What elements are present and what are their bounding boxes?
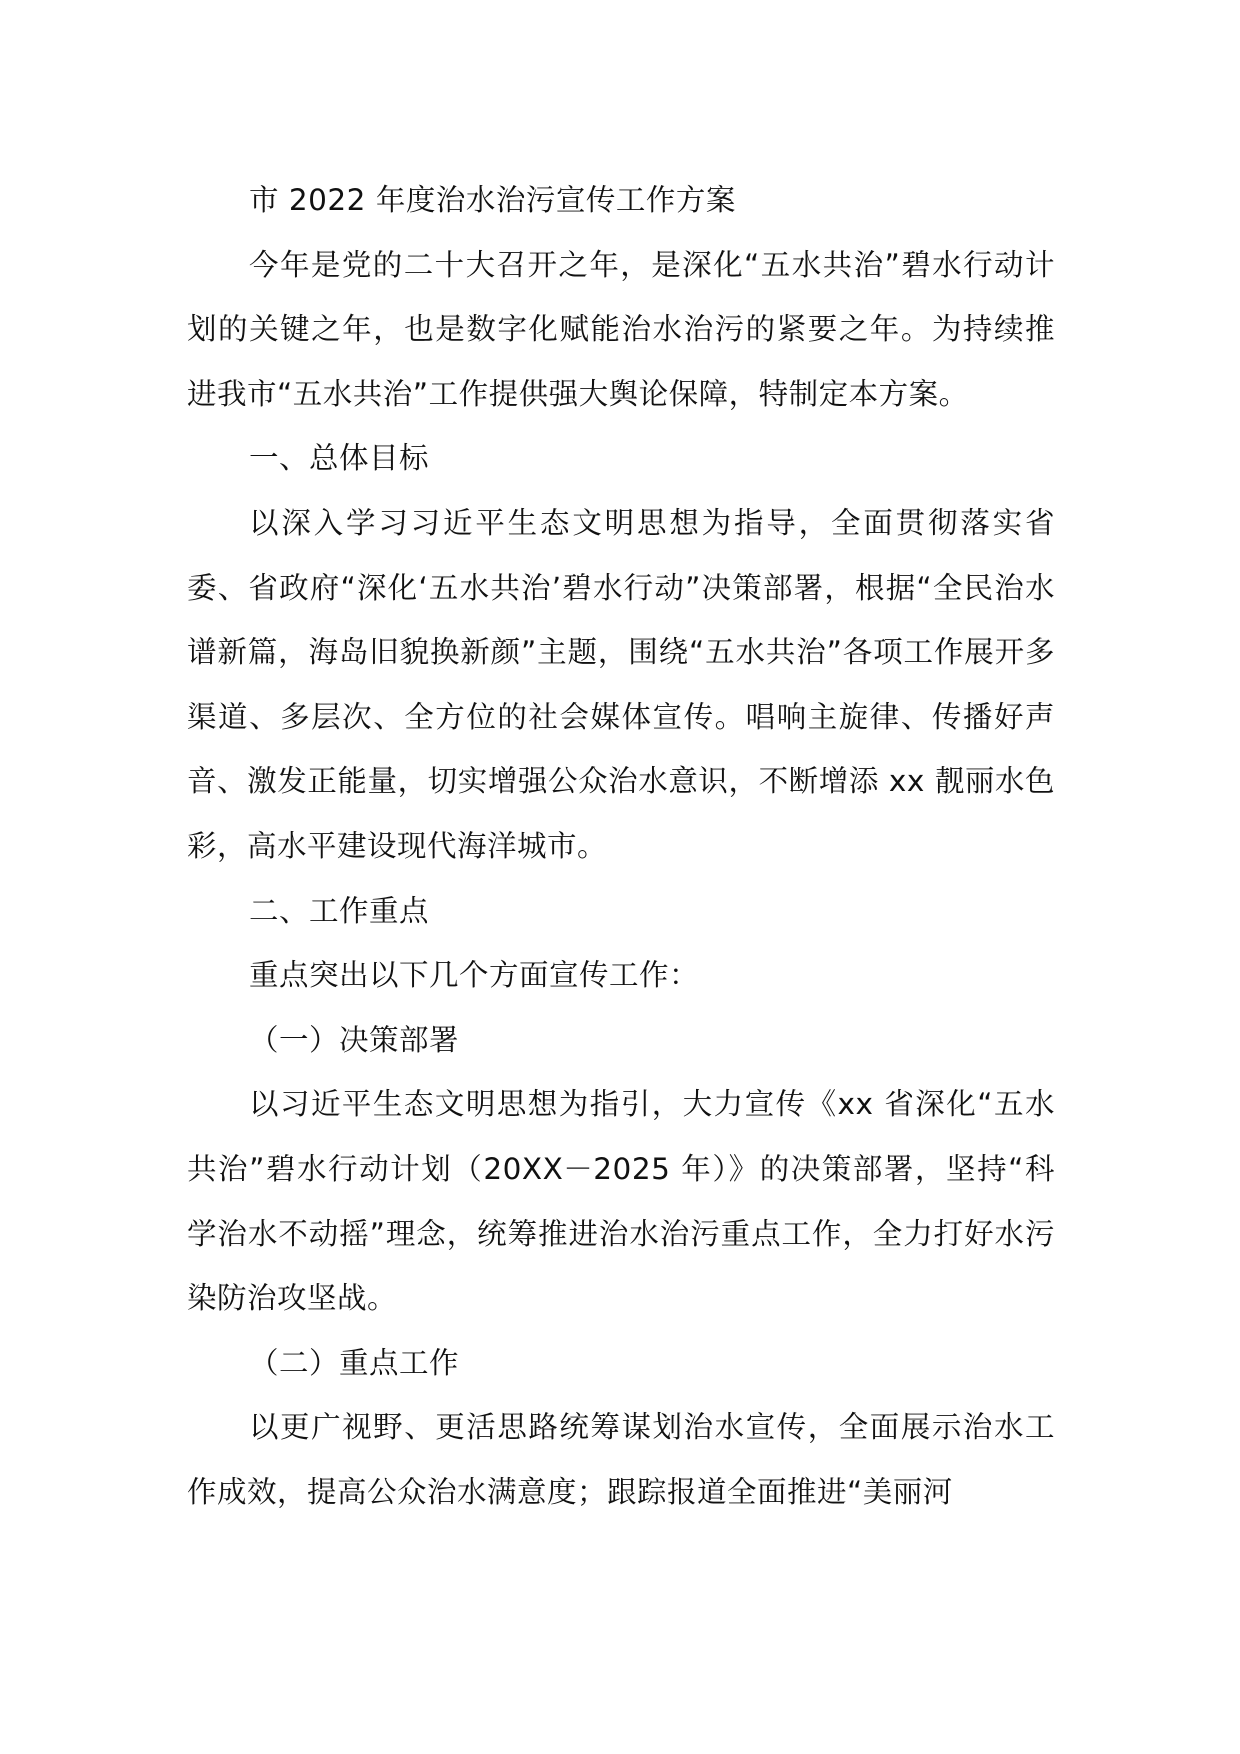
subsection-heading-key-work: （二）重点工作 [249, 1345, 460, 1380]
intro-paragraph: 今年是党的二十大召开之年，是深化“五水共治”碧水行动计划的关键之年，也是数字化赋能治水治污的紧要之年。为持续推进我市“五水共治”工作提供强大舆论保障，特制定本方案。 [187, 247, 1055, 411]
document-title: 市 2022 年度治水治污宣传工作方案 [249, 183, 736, 217]
document-page [187, 168, 1055, 1524]
decisions-paragraph: 以习近平生态文明思想为指引，大力宣传《xx 省深化“五水共治”碧水行动计划（20XX－2025 年）》的决策部署，坚持“科学治水不动摇”理念，统筹推进治水治污重点工作，全力打好水污染防治攻坚战。 [187, 1087, 1055, 1316]
section-heading-work-focus: 二、工作重点 [249, 893, 430, 928]
subsection-heading-decisions: （一）决策部署 [249, 1022, 460, 1057]
overall-goal-paragraph: 以深入学习习近平生态文明思想为指导，全面贯彻落实省委、省政府“深化‘五水共治’碧水行动”决策部署，根据“全民治水谱新篇，海岛旧貌换新颜”主题，围绕“五水共治”各项工作展开多渠道、多层次、全方位的社会媒体宣传。唱响主旋律、传播好声音、激发正能量，切实增强公众治水意识，不断增添 xx 靓丽水色彩，高水平建设现代海洋城市。 [187, 505, 1055, 863]
key-work-paragraph: 以更广视野、更活思路统筹谋划治水宣传，全面展示治水工作成效，提高公众治水满意度；跟踪报道全面推进“美丽河 [187, 1410, 1055, 1509]
work-focus-intro: 重点突出以下几个方面宣传工作： [249, 958, 700, 993]
section-heading-overall-goal: 一、总体目标 [249, 441, 430, 476]
